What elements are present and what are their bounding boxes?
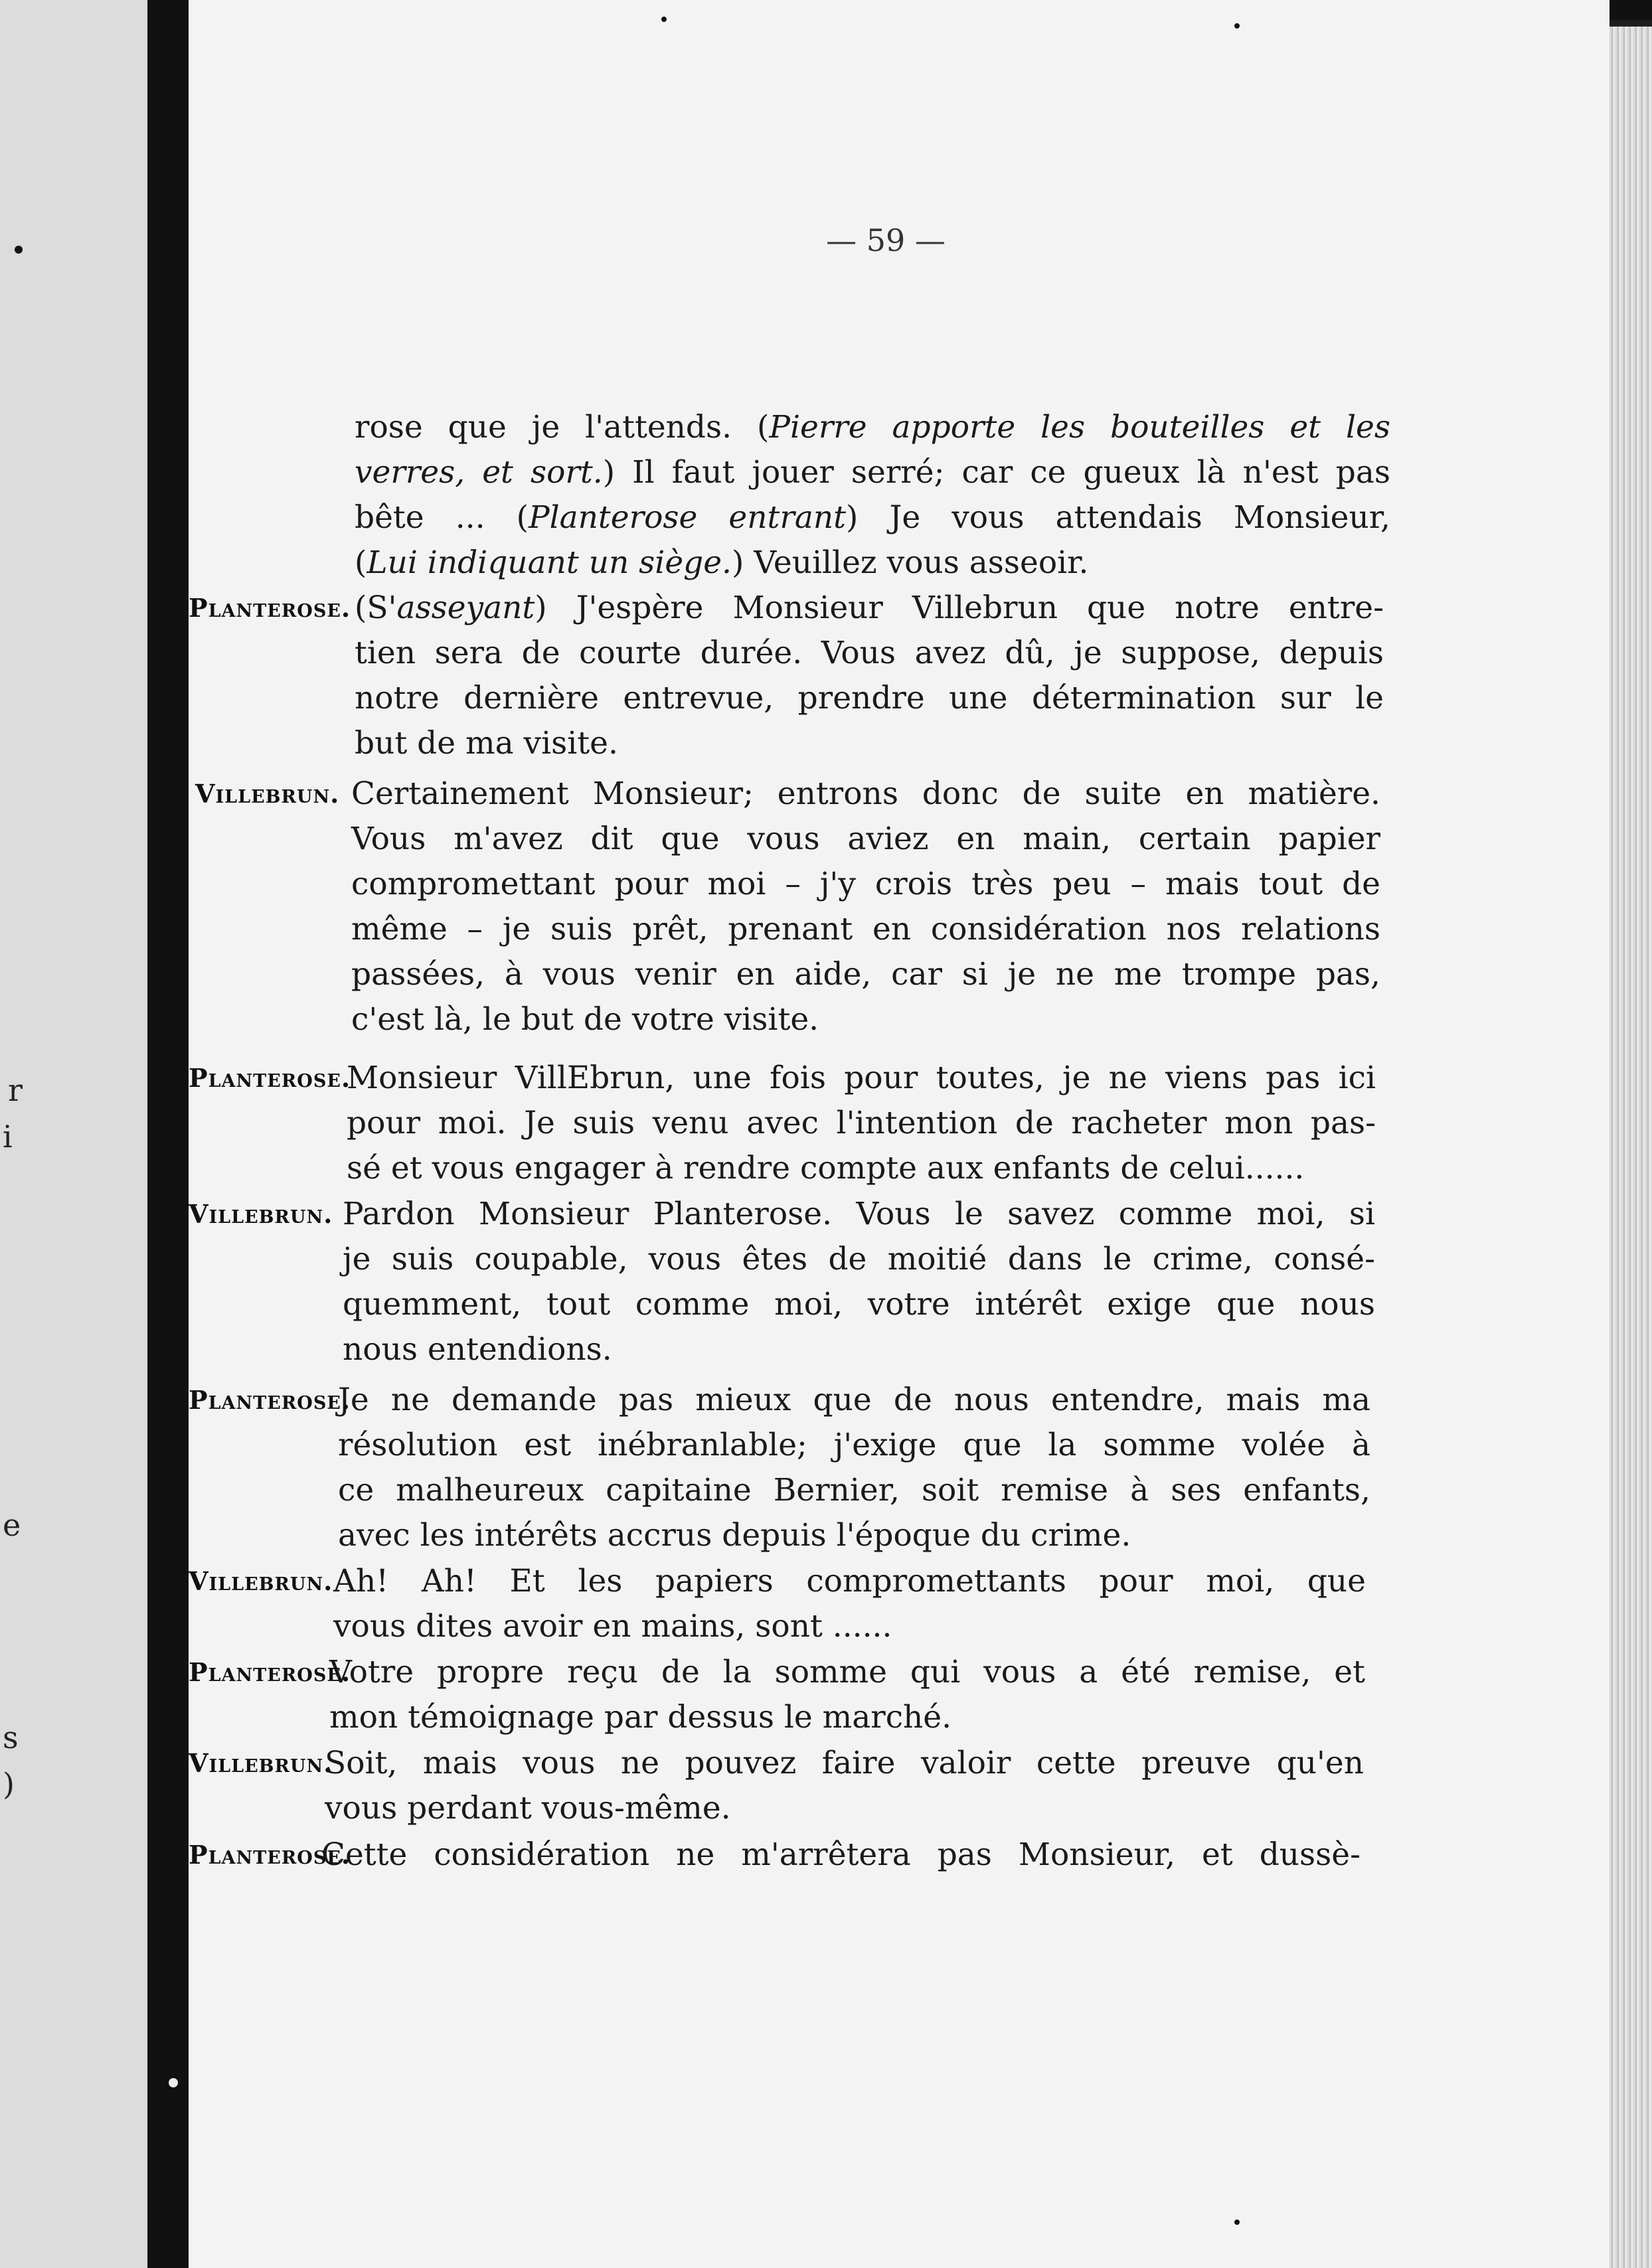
facing-page-fragment: i — [3, 1119, 13, 1155]
text-line: mon témoignage par dessus le marché. — [329, 1699, 952, 1736]
text-line: bête ... (Planterose entrant) Je vous attendais Monsieur, — [355, 499, 1390, 536]
text-line: rose que je l'attends. (Pierre apporte les bouteilles et les — [355, 409, 1390, 446]
speaker-name: Villebrun. — [189, 1748, 333, 1778]
stage-direction: Planterose entrant — [528, 499, 847, 536]
facing-page-fragment: r — [8, 1072, 23, 1108]
speaker-name: Planterose. — [189, 1063, 351, 1093]
facing-page-strip — [0, 0, 147, 2268]
dialogue-speech — [189, 1650, 1365, 1740]
book-page — [189, 0, 1610, 2268]
text-line: Pardon Monsieur Planterose. Vous le savez comme moi, si — [343, 1196, 1375, 1232]
ink-speck — [661, 17, 667, 22]
text-line: c'est là, le but de votre visite. — [351, 1001, 819, 1038]
text-line: notre dernière entrevue, prendre une détermination sur le — [355, 680, 1384, 716]
text-line: pour moi. Je suis venu avec l'intention de racheter mon pas- — [347, 1105, 1376, 1141]
text-line: passées, à vous venir en aide, car si je ne me trompe pas, — [351, 956, 1380, 993]
text-line: but de ma visite. — [355, 725, 618, 762]
speaker-name: Planterose. — [189, 1840, 351, 1870]
text-line: (Lui indiquant un siège.) Veuillez vous asseoir. — [355, 544, 1089, 581]
text-line: avec les intérêts accrus depuis l'époque du crime. — [338, 1517, 1131, 1554]
text-line: nous entendions. — [343, 1331, 612, 1368]
text-line: Cette considération ne m'arrêtera pas Monsieur, et dussè- — [321, 1836, 1361, 1873]
text-line: Ah! Ah! Et les papiers compromettants pour moi, que — [333, 1563, 1366, 1599]
dialogue-speech — [189, 1741, 1364, 1831]
dialogue-speech — [189, 1832, 1361, 1878]
text-line: sé et vous engager à rendre compte aux enfants de celui...... — [347, 1150, 1305, 1186]
page-number: — 59 — — [826, 222, 946, 258]
facing-page-fragment: ) — [3, 1766, 15, 1802]
text-line: Soit, mais vous ne pouvez faire valoir cette preuve qu'en — [325, 1745, 1364, 1781]
text-line: quemment, tout comme moi, votre intérêt exige que nous — [343, 1286, 1375, 1323]
text-line: vous dites avoir en mains, sont ...... — [333, 1608, 892, 1645]
dialogue-speech — [195, 771, 1380, 1042]
text-line: Monsieur VillEbrun, une fois pour toutes, je ne viens pas ici — [347, 1060, 1376, 1096]
text-line: résolution est inébranlable; j'exige que la somme volée à — [338, 1427, 1370, 1463]
ink-speck — [15, 246, 23, 254]
speaker-name: Villebrun. — [195, 779, 340, 809]
text-line: tien sera de courte durée. Vous avez dû, je suppose, depuis — [355, 635, 1384, 671]
stage-direction: Pierre apporte les bouteilles et les — [769, 409, 1390, 446]
text-line: je suis coupable, vous êtes de moitié dans le crime, consé- — [343, 1241, 1375, 1277]
speaker-name: Villebrun. — [189, 1199, 333, 1229]
stage-direction: verres, et sort. — [355, 454, 603, 491]
ink-speck — [1234, 2220, 1240, 2225]
text-line: vous perdant vous-même. — [325, 1790, 731, 1826]
text-line: verres, et sort.) Il faut jouer serré; car ce gueux là n'est pas — [355, 454, 1390, 491]
text-line: compromettant pour moi – j'y crois très peu – mais tout de — [351, 866, 1380, 902]
speaker-name: Planterose. — [189, 1657, 351, 1687]
dialogue-speech — [189, 1378, 1370, 1558]
text-line: Vous m'avez dit que vous aviez en main, certain papier — [351, 821, 1380, 857]
dialogue-speech — [189, 1559, 1366, 1649]
stage-direction: asseyant — [396, 590, 535, 626]
dialogue-speech — [189, 1192, 1375, 1372]
text-line: Je ne demande pas mieux que de nous entendre, mais ma — [338, 1382, 1370, 1418]
dialogue-speech — [189, 1056, 1376, 1191]
ink-speck — [1234, 23, 1240, 29]
text-line: Certainement Monsieur; entrons donc de suite en matière. — [351, 775, 1380, 812]
book-gutter — [147, 0, 189, 2268]
opening-paragraph — [355, 405, 1390, 586]
page-edges — [1610, 27, 1652, 2268]
text-line: Votre propre reçu de la somme qui vous a été remise, et — [329, 1654, 1365, 1690]
text-line: même – je suis prêt, prenant en considération nos relations — [351, 911, 1380, 947]
text-line: (S'asseyant) J'espère Monsieur Villebrun que notre entre- — [355, 590, 1384, 626]
ink-speck — [169, 2078, 178, 2087]
text-line: ce malheureux capitaine Bernier, soit remise à ses enfants, — [338, 1472, 1370, 1508]
speaker-name: Villebrun. — [189, 1566, 333, 1596]
speaker-name: Planterose. — [189, 1385, 351, 1415]
facing-page-fragment: e — [3, 1507, 21, 1543]
dialogue-speech — [189, 586, 1384, 766]
stage-direction: Lui indiquant un siège. — [367, 544, 732, 581]
facing-page-fragment: s — [3, 1720, 19, 1755]
speaker-name: Planterose. — [189, 593, 351, 623]
